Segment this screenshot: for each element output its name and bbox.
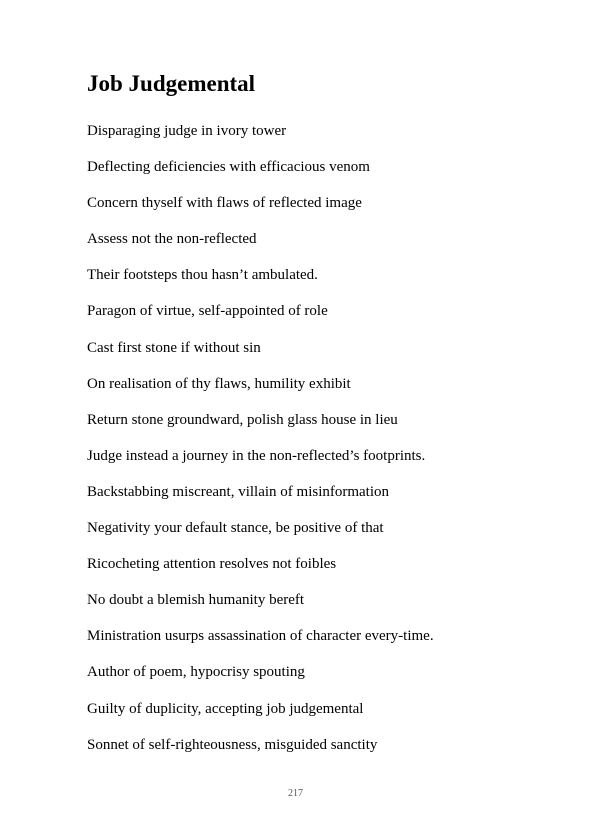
- poem-line: Paragon of virtue, self-appointed of role: [87, 303, 328, 320]
- poem-line: Negativity your default stance, be positive of that: [87, 520, 384, 537]
- poem-line: No doubt a blemish humanity bereft: [87, 592, 305, 609]
- poem-line: Judge instead a journey in the non-reflected’s footprints.: [87, 447, 426, 464]
- poem-line: Sonnet of self-righteousness, misguided sanctity: [87, 736, 378, 753]
- poem-line: Return stone groundward, polish glass house in lieu: [87, 411, 398, 428]
- page-number: 217: [288, 788, 303, 799]
- poem-line: On realisation of thy flaws, humility exhibit: [87, 375, 351, 392]
- poem-line: Backstabbing miscreant, villain of misinformation: [87, 483, 390, 500]
- poem-line: Ministration usurps assassination of character every-time.: [87, 628, 434, 645]
- poem-line: Disparaging judge in ivory tower: [87, 123, 287, 139]
- poem-line: Deflecting deficiencies with efficacious venom: [87, 159, 370, 176]
- poem-line: Assess not the non-reflected: [87, 231, 257, 248]
- poem-line: Concern thyself with flaws of reflected image: [87, 195, 362, 212]
- poem-line: Author of poem, hypocrisy spouting: [87, 664, 305, 681]
- poem-line: Cast first stone if without sin: [87, 339, 261, 356]
- poem-title: Job Judgemental: [87, 71, 256, 96]
- poem-line: Their footsteps thou hasn’t ambulated.: [87, 267, 318, 284]
- poem-line: Guilty of duplicity, accepting job judgemental: [87, 700, 364, 717]
- poem-body: [87, 121, 434, 771]
- poem-line: Ricocheting attention resolves not foibles: [87, 556, 337, 573]
